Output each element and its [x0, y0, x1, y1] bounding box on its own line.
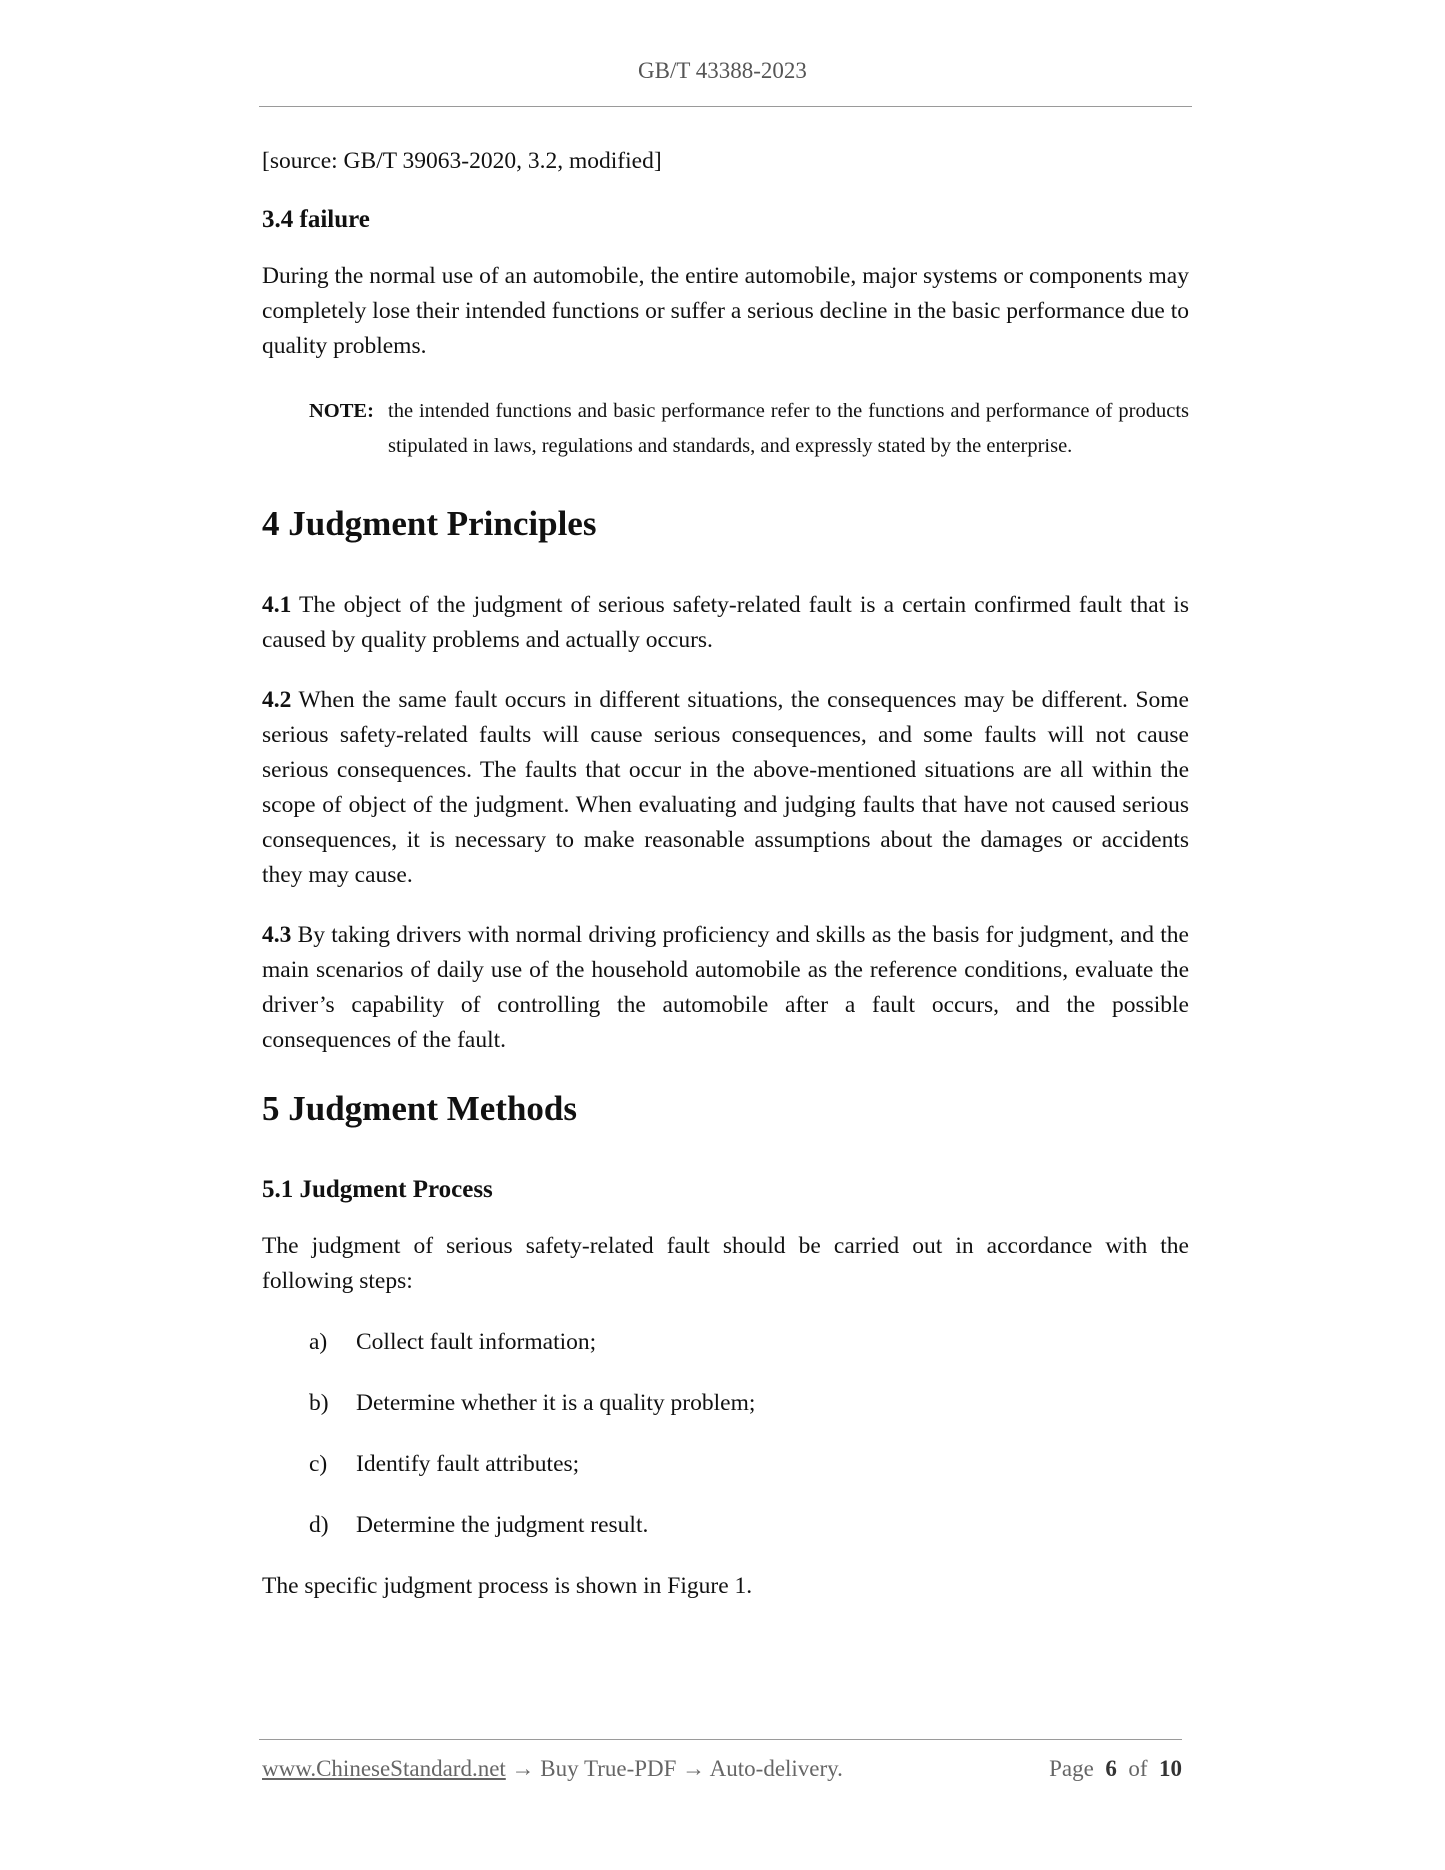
document-body — [262, 144, 1189, 1604]
current-page-number: 6 — [1105, 1756, 1117, 1781]
clause-4-2 — [262, 683, 1189, 893]
header-divider — [259, 106, 1192, 107]
closing-sentence: The specific judgment process is shown in Figure 1. — [262, 1573, 753, 1599]
total-pages-number: 10 — [1159, 1756, 1182, 1781]
clause-text: By taking drivers with normal driving proficiency and skills as the basis for judgment, and the main scenarios of daily use of the household automobile as the reference conditions, evaluate the driver’s capability of controlling the automobile after a fault occurs, and the possible consequences of the fault. — [262, 922, 1189, 1053]
list-marker: d) — [309, 1512, 329, 1538]
note-text: the intended functions and basic performance refer to the functions and performance of products stipulated in laws, regulations and standards, and expressly stated by the enterprise. — [388, 400, 1189, 457]
list-item — [262, 1325, 1189, 1360]
list-marker: c) — [309, 1451, 328, 1477]
process-intro: The judgment of serious safety-related fault should be carried out in accordance with the following steps: — [262, 1233, 1189, 1294]
clause-text: When the same fault occurs in different situations, the consequences may be different. Some serious safety-related faults will cause serious consequences, and some faults will not cause serious consequences. The faults that occur in the above-mentioned situations are all within the scope of object of the judgment. When evaluating and judging faults that have not caused serious consequences, it is necessary to make reasonable assumptions about the damages or accidents they may cause. — [262, 687, 1189, 888]
steps-list — [262, 1325, 1189, 1543]
list-text: Identify fault attributes; — [356, 1451, 580, 1477]
clause-number: 4.1 — [262, 592, 292, 618]
list-text: Determine whether it is a quality problem; — [356, 1390, 756, 1416]
term-heading: 3.4 failure — [262, 206, 370, 233]
section-heading-5: 5 Judgment Methods — [262, 1089, 578, 1128]
clause-number: 4.3 — [262, 922, 292, 948]
list-marker: b) — [309, 1390, 329, 1416]
website-link[interactable]: www.ChineseStandard.net — [262, 1756, 506, 1781]
list-item — [262, 1447, 1189, 1482]
page-word: Page — [1049, 1756, 1094, 1781]
term-definition: During the normal use of an automobile, the entire automobile, major systems or components may completely lose their intended functions or suffer a serious decline in the basic performance due to quality problems. — [262, 263, 1189, 359]
list-text: Determine the judgment result. — [356, 1512, 649, 1538]
note-block — [262, 394, 1189, 464]
of-word: of — [1128, 1756, 1148, 1781]
subsection-heading-5-1: 5.1 Judgment Process — [262, 1176, 493, 1203]
list-text: Collect fault information; — [356, 1329, 597, 1355]
standard-code-header: GB/T 43388-2023 — [638, 58, 807, 83]
clause-text: The object of the judgment of serious safety-related fault is a certain confirmed fault that is caused by quality problems and actually occurs. — [262, 592, 1189, 653]
clause-4-1 — [262, 588, 1189, 658]
list-item — [262, 1508, 1189, 1543]
list-marker: a) — [309, 1329, 328, 1355]
page-indicator — [1049, 1756, 1182, 1782]
section-heading-4: 4 Judgment Principles — [262, 504, 597, 543]
list-item — [262, 1386, 1189, 1421]
clause-4-3 — [262, 918, 1189, 1058]
clause-number: 4.2 — [262, 687, 292, 713]
footer-promo — [262, 1756, 843, 1782]
source-note: [source: GB/T 39063-2020, 3.2, modified] — [262, 148, 662, 174]
footer-promo-text: → Buy True-PDF → Auto-delivery. — [505, 1756, 843, 1781]
note-label: NOTE: — [309, 400, 374, 422]
footer-divider — [259, 1739, 1182, 1740]
